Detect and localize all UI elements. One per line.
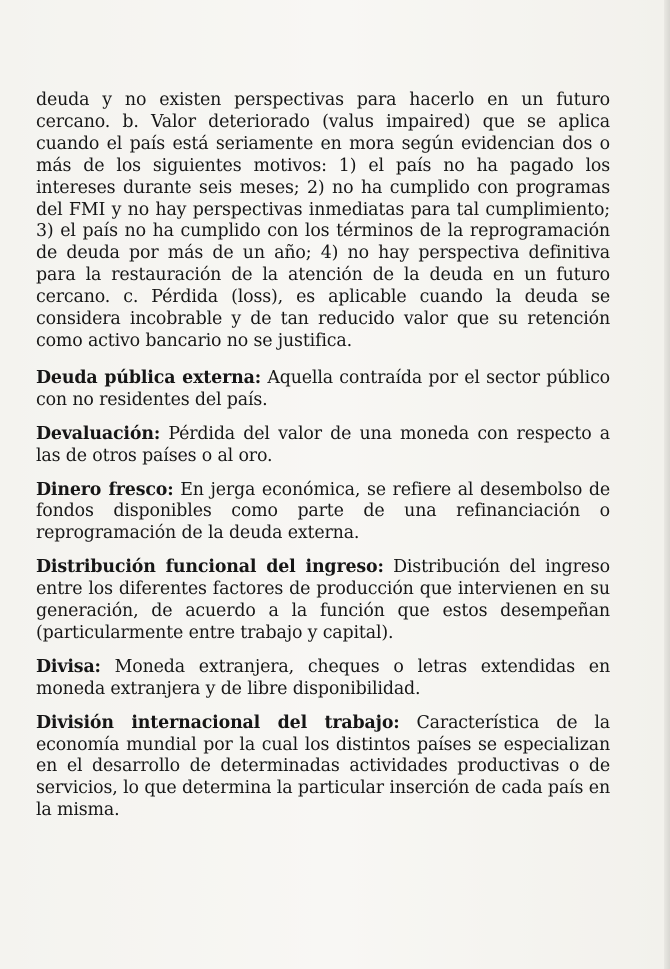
glossary-entry-deuda-publica-externa [36,368,610,412]
entry-term: División internacional del trabajo: [36,712,400,733]
entry-term: Deuda pública externa: [36,367,261,388]
entry-definition: En jerga económica, se refiere al desembolso de fondos disponibles como parte de una refinanciación o reprogramación de la deuda externa. [36,479,610,544]
glossary-text [36,90,610,834]
glossary-entry-division-internacional [36,713,610,823]
glossary-entry-devaluacion [36,424,610,468]
entry-term: Devaluación: [36,423,161,444]
glossary-entry-dinero-fresco [36,480,610,546]
entry-definition: Característica de la economía mundial por la cual los distintos países se especializan en el desarrollo de determinadas actividades productivas o de servicios, lo que determina la particular inserción de cada país en la misma. [36,712,610,821]
page-edge [664,0,670,969]
entry-definition: Pérdida del valor de una moneda con respecto a las de otros países o al oro. [36,423,610,466]
entry-term: Divisa: [36,656,101,677]
glossary-entry-distribucion-funcional [36,557,610,645]
entry-term: Dinero fresco: [36,479,174,500]
entry-term: Distribución funcional del ingreso: [36,557,384,578]
entry-definition: deuda y no existen perspectivas para hacerlo en un futuro cercano. b. Valor deteriorado (valus impaired) que se aplica cuando el país está seriamente en mora según evidencian dos o más de los siguientes motivos: 1) el país no ha pagado los intereses durante seis meses; 2) no ha cumplido con programas del FMI y no hay perspectivas inmediatas para tal cumplimiento; 3) el país no ha cumplido con los términos de la reprogramación de deuda por más de un año; 4) no hay perspectiva definitiva para la restauración de la atención de la deuda en un futuro cercano. c. Pérdida (loss), es aplicable cuando la deuda se considera incobrable y de tan reducido valor que su retención como activo bancario no se justifica. [36,90,610,351]
entry-definition: Distribución del ingreso entre los diferentes factores de producción que intervienen en su generación, de acuerdo a la función que estos desempeñan (particularmente entre trabajo y capital). [36,557,610,643]
glossary-entry-divisa [36,657,610,701]
glossary-entry-continuation [36,90,610,353]
entry-definition: Moneda extranjera, cheques o letras extendidas en moneda extranjera y de libre disponibilidad. [36,656,610,699]
entry-definition: Aquella contraída por el sector público con no residentes del país. [36,367,611,410]
